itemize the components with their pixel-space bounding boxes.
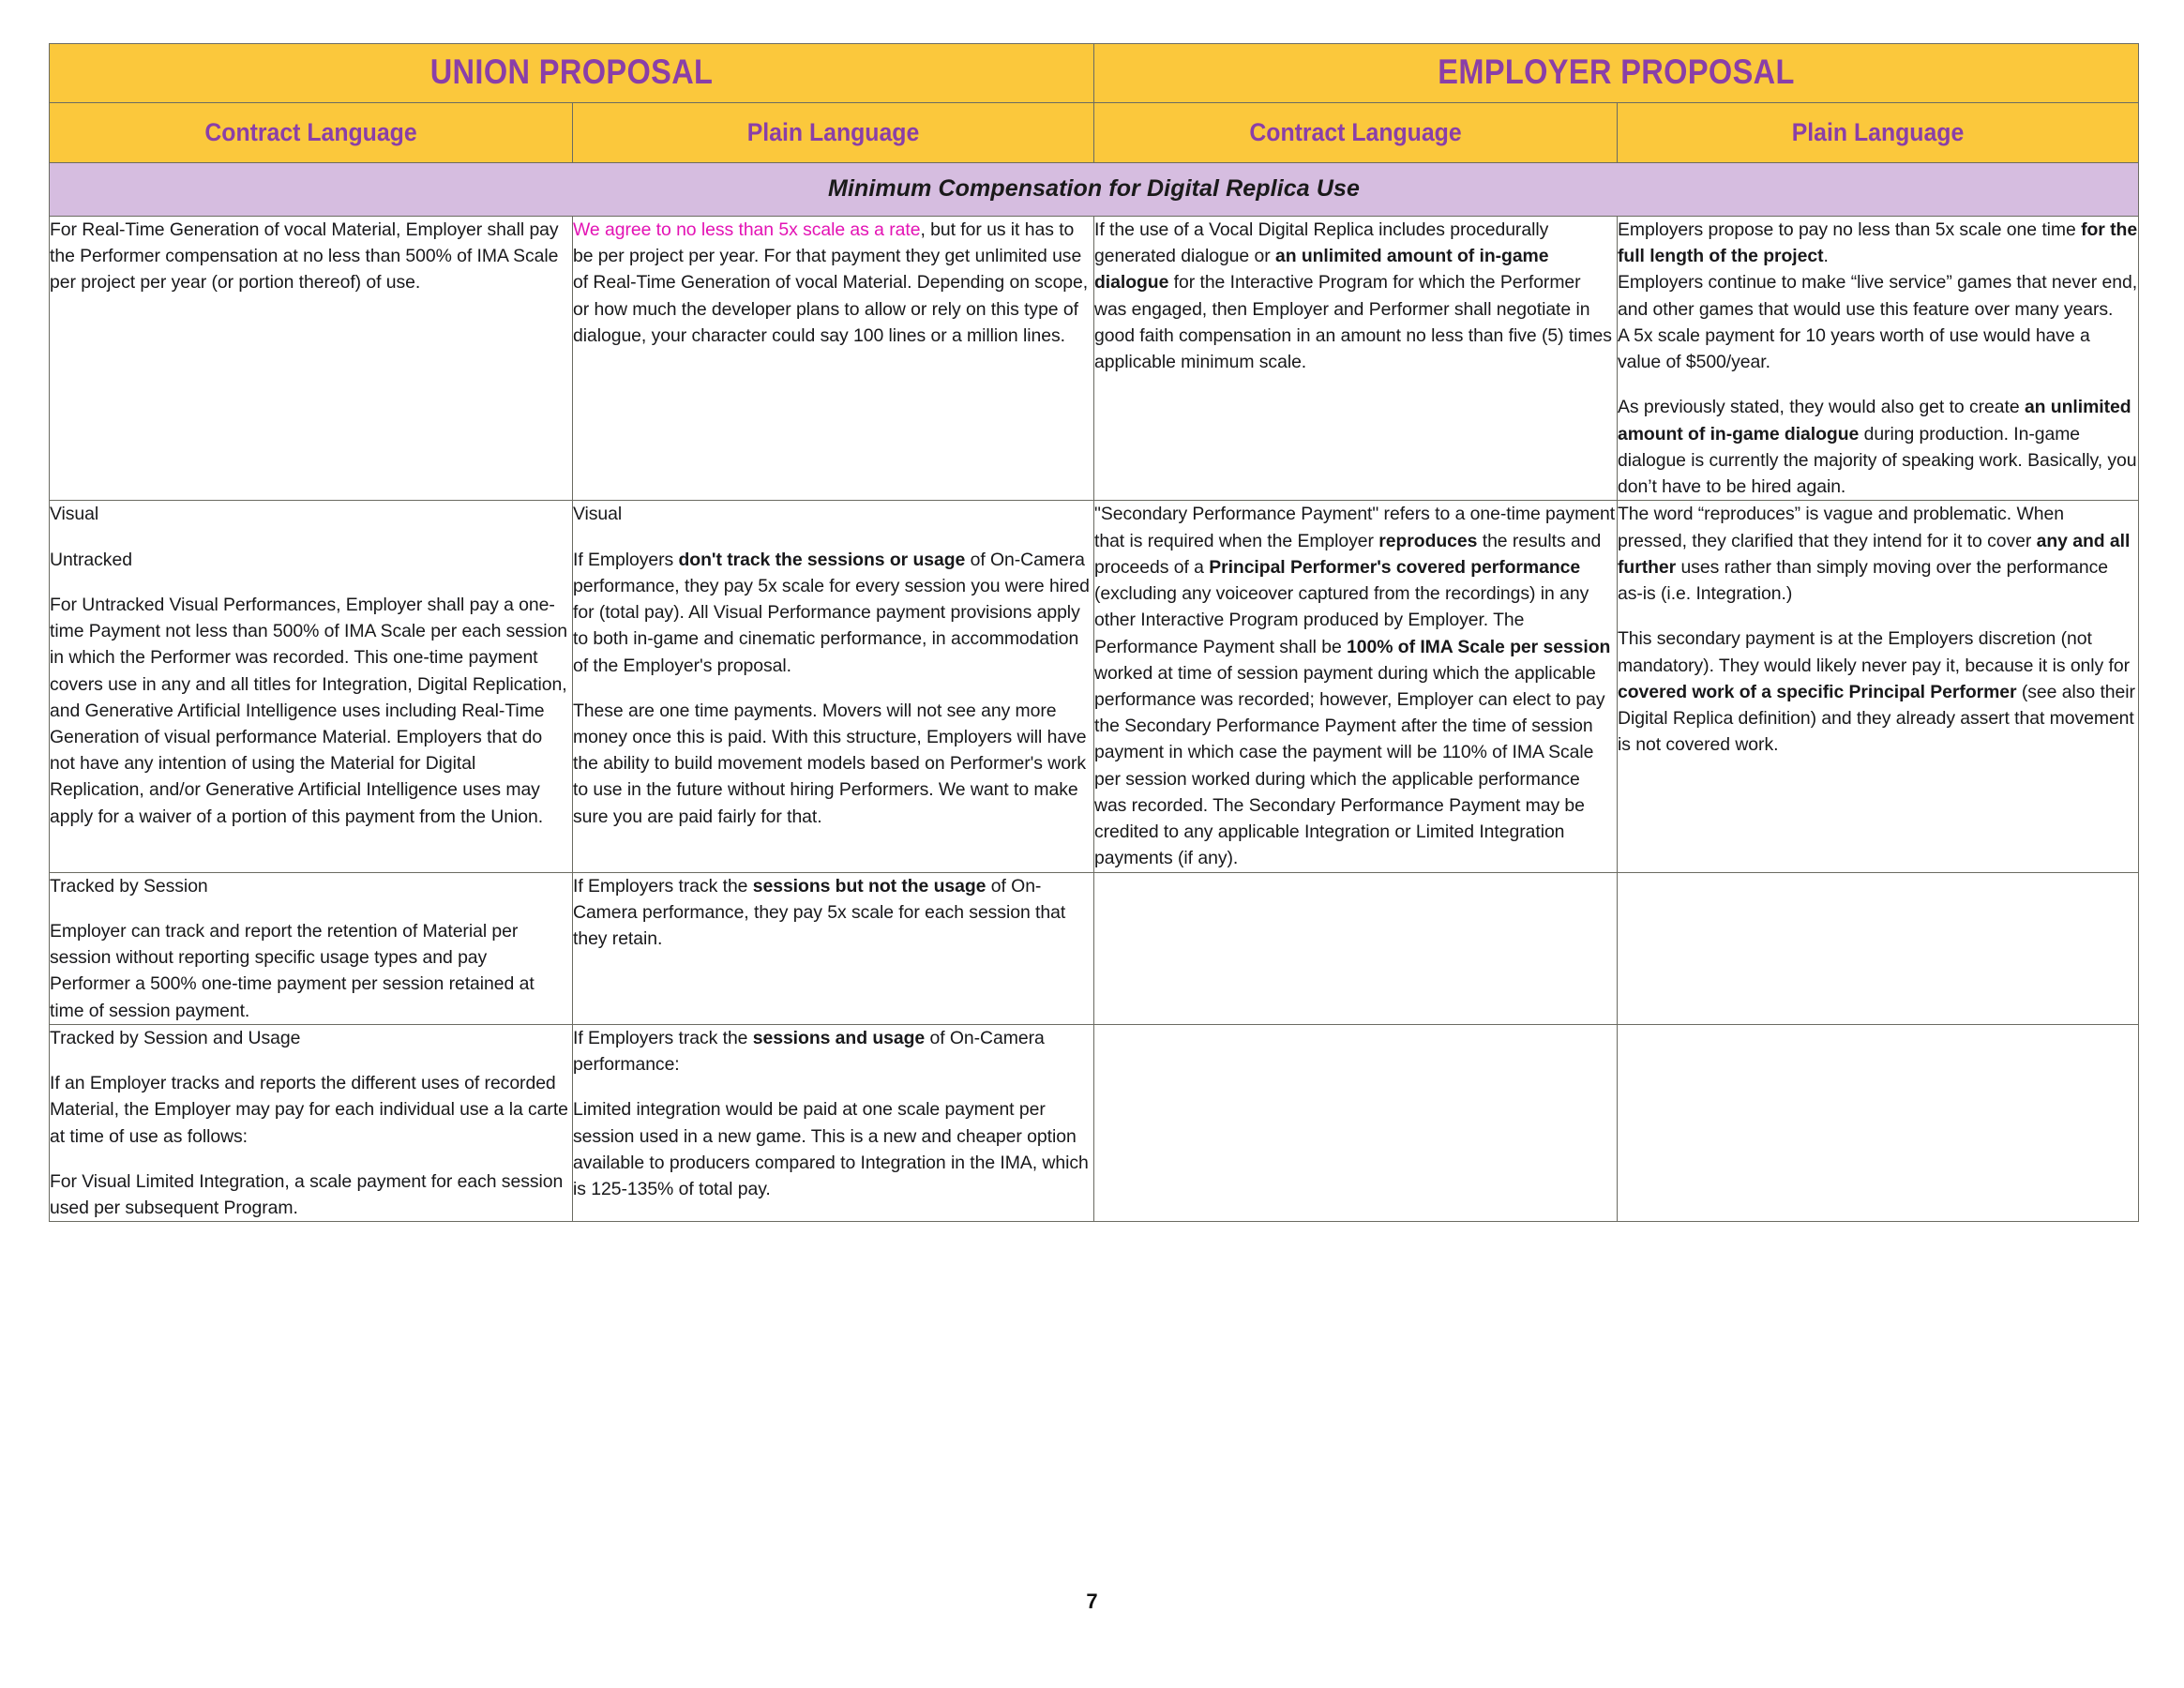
- paragraph: For Untracked Visual Performances, Employer shall pay a one-time Payment not less than 500% of IMA Scale per each session in which the Performer was recorded. This one-time payment covers use in any and all titles for Integration, Digital Replication, and Generative Artificial Intelligence uses including Real-Time Generation of visual performance Material. Employers that do not have any intention of using the Material for Digital Replication, and/or Generative Artificial Intelligence uses may apply for a waiver of a portion of this payment from the Union.: [50, 594, 568, 827]
- bold-text: an unlimited amount of in-game dialogue: [1618, 397, 2131, 445]
- paragraph: Employers continue to make “live service” games that never end, and other games that would use this feature over many years.: [1618, 272, 2138, 320]
- cell-union-contract-3: [50, 872, 573, 1024]
- bold-text: covered work of a specific Principal Performer: [1618, 681, 2017, 702]
- text: If Employers track the: [573, 875, 753, 897]
- paragraph: For Real-Time Generation of vocal Material, Employer shall pay the Performer compensation at no less than 500% of IMA Scale per project per year (or portion thereof) of use.: [50, 219, 559, 294]
- text: of On-Camera performance, they pay 5x scale for each session that they retain.: [573, 875, 1066, 950]
- text: If Employers track the: [573, 1027, 753, 1048]
- employer-proposal-banner-label: EMPLOYER PROPOSAL: [1438, 53, 1795, 91]
- cell-employer-plain-1: [1618, 217, 2139, 501]
- page-number: 7: [1086, 1590, 1098, 1613]
- cell-employer-plain-2: [1618, 501, 2139, 872]
- paragraph: Limited integration would be paid at one scale payment per session used in a new game. This is a new and cheaper option available to producers compared to Integration in the IMA, which is 125-135% of total pay.: [573, 1099, 1089, 1199]
- paragraph: For Visual Limited Integration, a scale payment for each session used per subsequent Program.: [50, 1170, 564, 1218]
- text: (excluding any voiceover captured from the recordings) in any other Interactive Program produced by Employer. The Performance Payment shall be: [1094, 583, 1589, 657]
- subheading: Untracked: [50, 549, 132, 570]
- section-title: Minimum Compensation for Digital Replica Use: [828, 175, 1360, 202]
- cell-union-contract-4: [50, 1024, 573, 1221]
- paragraph: If an Employer tracks and reports the different uses of recorded Material, the Employer may pay for each individual use a la carte at time of use as follows:: [50, 1073, 568, 1147]
- column-header-label: Contract Language: [1249, 118, 1462, 146]
- text: of On-Camera performance:: [573, 1027, 1045, 1076]
- column-header-employer-contract-language: [1094, 103, 1618, 163]
- table-column-header-row: [50, 103, 2139, 163]
- cell-employer-plain-3: [1618, 872, 2139, 1024]
- text: Employers propose to pay no less than 5x scale one time: [1618, 219, 2082, 240]
- paragraph: A 5x scale payment for 10 years worth of use would have a value of $500/year.: [1618, 324, 2090, 373]
- subheading: Visual: [573, 504, 623, 525]
- text: The word “reproduces” is vague and problematic. When pressed, they clarified that they intend for it to cover: [1618, 504, 2064, 551]
- bold-text: any and all further: [1618, 530, 2131, 578]
- text: "Secondary Performance Payment" refers to a one-time payment that is required when the Employer: [1094, 504, 1616, 551]
- bold-text: don't track the sessions or usage: [678, 549, 966, 570]
- bold-text: reproduces: [1378, 530, 1478, 551]
- cell-employer-contract-4: [1094, 1024, 1618, 1221]
- text: during production. In-game dialogue is currently the majority of speaking work. Basically, you don’t have to be hired again.: [1618, 423, 2137, 498]
- highlighted-text: We agree to no less than 5x scale as a rate: [573, 219, 921, 240]
- text: .: [1823, 246, 1829, 267]
- employer-proposal-banner: [1094, 44, 2139, 103]
- column-header-union-plain-language: [573, 103, 1094, 163]
- text: of On-Camera performance, they pay 5x scale for every session you were hired for (total pay). All Visual Performance payment provisions apply to both in-game and cinematic performance, in accommodation of the Employer's proposal.: [573, 549, 1090, 676]
- text: (see also their Digital Replica definition) and they already assert that movement is not covered work.: [1618, 681, 2135, 756]
- section-band-row: [50, 163, 2139, 217]
- bold-text: Principal Performer's covered performance: [1209, 556, 1581, 578]
- cell-employer-contract-1: [1094, 217, 1618, 501]
- text: uses rather than simply moving over the performance as-is (i.e. Integration.): [1618, 556, 2108, 605]
- cell-union-contract-1: [50, 217, 573, 501]
- column-header-label: Contract Language: [204, 118, 417, 146]
- bold-text: for the full length of the project: [1618, 219, 2138, 267]
- paragraph: [1618, 625, 2138, 758]
- table-row: [50, 1024, 2139, 1221]
- paragraph: [1618, 394, 2138, 500]
- union-proposal-banner: [50, 44, 1094, 103]
- bold-text: sessions and usage: [752, 1027, 926, 1048]
- cell-employer-contract-2: [1094, 501, 1618, 872]
- paragraph: Employer can track and report the retention of Material per session without reporting specific usage types and pay Performer a 500% one-time payment per session retained at time of session payment.: [50, 920, 535, 1021]
- text: , but for us it has to be per project per year. For that payment they get unlimited use of Real-Time Generation of vocal Material. Depending on scope, or how much the developer plans to allow or rely on this type of dialogue, your character could say 100 lines or a million lines.: [573, 219, 1089, 346]
- text: As previously stated, they would also get to create: [1618, 397, 2025, 418]
- subheading: Tracked by Session: [50, 875, 208, 897]
- column-header-union-contract-language: [50, 103, 573, 163]
- text: for the Interactive Program for which the Performer was engaged, then Employer and Performer shall negotiate in good faith compensation in an amount no less than five (5) times applicable minimum scale.: [1094, 272, 1612, 373]
- cell-employer-plain-4: [1618, 1024, 2139, 1221]
- bold-text: 100% of IMA Scale per session: [1347, 636, 1611, 657]
- table-banner-row: [50, 44, 2139, 103]
- paragraph: [573, 217, 1093, 349]
- section-band: [50, 163, 2139, 217]
- proposal-comparison-table: [49, 43, 2139, 1222]
- text: This secondary payment is at the Employers discretion (not mandatory). They would likely never pay it, because it is only for: [1618, 628, 2131, 676]
- cell-employer-contract-3: [1094, 872, 1618, 1024]
- paragraph: [573, 547, 1093, 679]
- subheading: Visual: [50, 504, 99, 525]
- paragraph: [1618, 217, 2138, 269]
- table-row: [50, 501, 2139, 872]
- table-row: [50, 872, 2139, 1024]
- cell-union-plain-2: [573, 501, 1094, 872]
- table-row: [50, 217, 2139, 501]
- text: If Employers: [573, 549, 679, 570]
- column-header-employer-plain-language: [1618, 103, 2139, 163]
- text: worked at time of session payment during which the applicable performance was recorded; however, Employer can elect to pay the Secondary Performance Payment after the time of session payment in which case the payment will be 110% of IMA Scale per session worked during which the applicable performance was recorded. The Secondary Performance Payment may be credited to any applicable Integration or Limited Integration payments (if any).: [1094, 662, 1605, 869]
- paragraph: [1094, 501, 1617, 871]
- paragraph: [1618, 501, 2138, 607]
- union-proposal-banner-label: UNION PROPOSAL: [429, 53, 714, 91]
- column-header-label: Plain Language: [746, 118, 920, 146]
- cell-union-plain-1: [573, 217, 1094, 501]
- paragraph: These are one time payments. Movers will not see any more money once this is paid. With this structure, Employers will have the ability to build movement models based on Performer's work to use in the future without hiring Performers. We want to make sure you are paid fairly for that.: [573, 700, 1087, 827]
- bold-text: an unlimited amount of in-game dialogue: [1094, 246, 1549, 294]
- paragraph: [573, 873, 1093, 953]
- subheading: Tracked by Session and Usage: [50, 1027, 301, 1048]
- cell-union-plain-3: [573, 872, 1094, 1024]
- cell-union-plain-4: [573, 1024, 1094, 1221]
- text: the results and proceeds of a: [1094, 530, 1602, 578]
- bold-text: sessions but not the usage: [752, 875, 987, 897]
- paragraph: [1094, 217, 1617, 375]
- paragraph: [573, 1025, 1093, 1078]
- column-header-label: Plain Language: [1791, 118, 1965, 146]
- text: If the use of a Vocal Digital Replica includes procedurally generated dialogue or: [1094, 219, 1549, 267]
- cell-union-contract-2: [50, 501, 573, 872]
